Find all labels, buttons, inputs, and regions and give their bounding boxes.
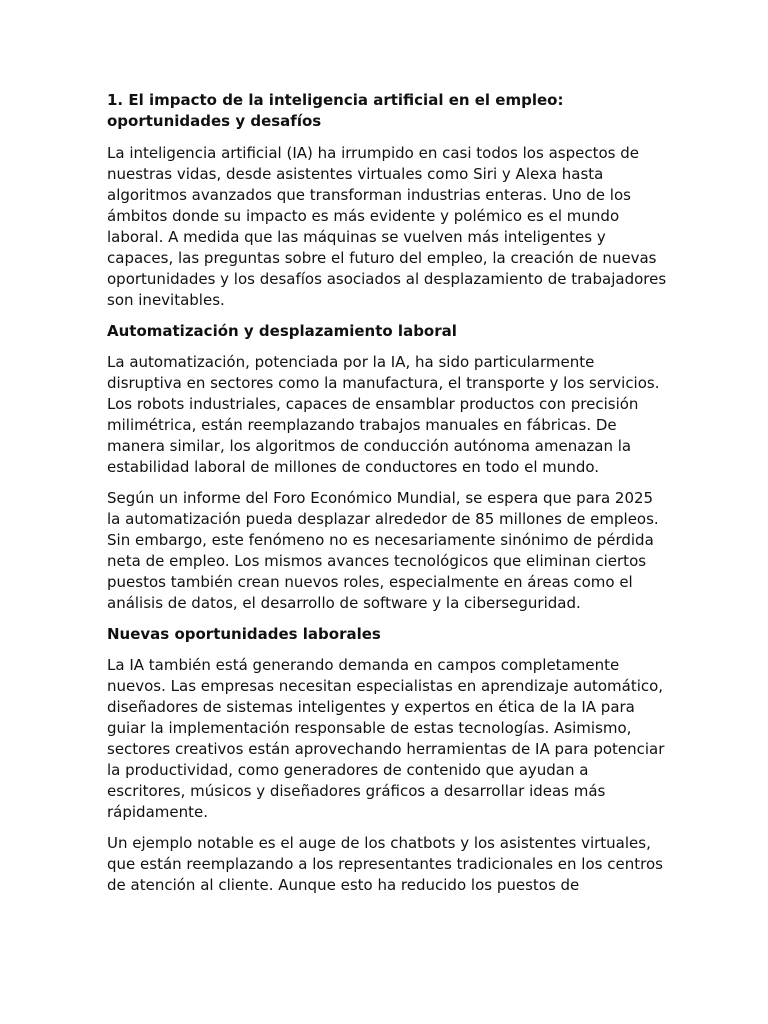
section-1-paragraph-2: Según un informe del Foro Económico Mundial, se espera que para 2025 la automatización pueda desplazar alrededor de 85 millones de empleos. Sin embargo, este fenómeno no es necesariamente sinónimo de pérdida neta de empleo. Los mismos avances tecnológicos que eliminan ciertos puestos también crean nuevos roles, especialmente en áreas como el análisis de datos, el desarrollo de software y la ciberseguridad. [107, 489, 659, 612]
section-heading-automatizacion: Automatización y desplazamiento laboral [107, 322, 457, 340]
document-body [107, 90, 667, 906]
document-title: 1. El impacto de la inteligencia artificial en el empleo: oportunidades y desafíos [107, 91, 564, 130]
section-2-paragraph-1: La IA también está generando demanda en campos completamente nuevos. Las empresas necesitan especialistas en aprendizaje automático, diseñadores de sistemas inteligentes y expertos en ética de la IA para guiar la implementación responsable de estas tecnologías. Asimismo, sectores creativos están aprovechando herramientas de IA para potenciar la productividad, como generadores de contenido que ayudan a escritores, músicos y diseñadores gráficos a desarrollar ideas más rápidamente. [107, 656, 665, 821]
section-1-paragraph-1: La automatización, potenciada por la IA, ha sido particularmente disruptiva en sectores como la manufactura, el transporte y los servicios. Los robots industriales, capaces de ensamblar productos con precisión milimétrica, están reemplazando trabajos manuales en fábricas. De manera similar, los algoritmos de conducción autónoma amenazan la estabilidad laboral de millones de conductores en todo el mundo. [107, 353, 660, 476]
section-heading-oportunidades: Nuevas oportunidades laborales [107, 625, 381, 643]
section-2-paragraph-2: Un ejemplo notable es el auge de los chatbots y los asistentes virtuales, que están reemplazando a los representantes tradicionales en los centros de atención al cliente. Aunque esto ha reducido los puestos de [107, 834, 663, 894]
intro-paragraph: La inteligencia artificial (IA) ha irrumpido en casi todos los aspectos de nuestras vidas, desde asistentes virtuales como Siri y Alexa hasta algoritmos avanzados que transforman industrias enteras. Uno de los ámbitos donde su impacto es más evidente y polémico es el mundo laboral. A medida que las máquinas se vuelven más inteligentes y capaces, las preguntas sobre el futuro del empleo, la creación de nuevas oportunidades y los desafíos asociados al desplazamiento de trabajadores son inevitables. [107, 144, 667, 309]
